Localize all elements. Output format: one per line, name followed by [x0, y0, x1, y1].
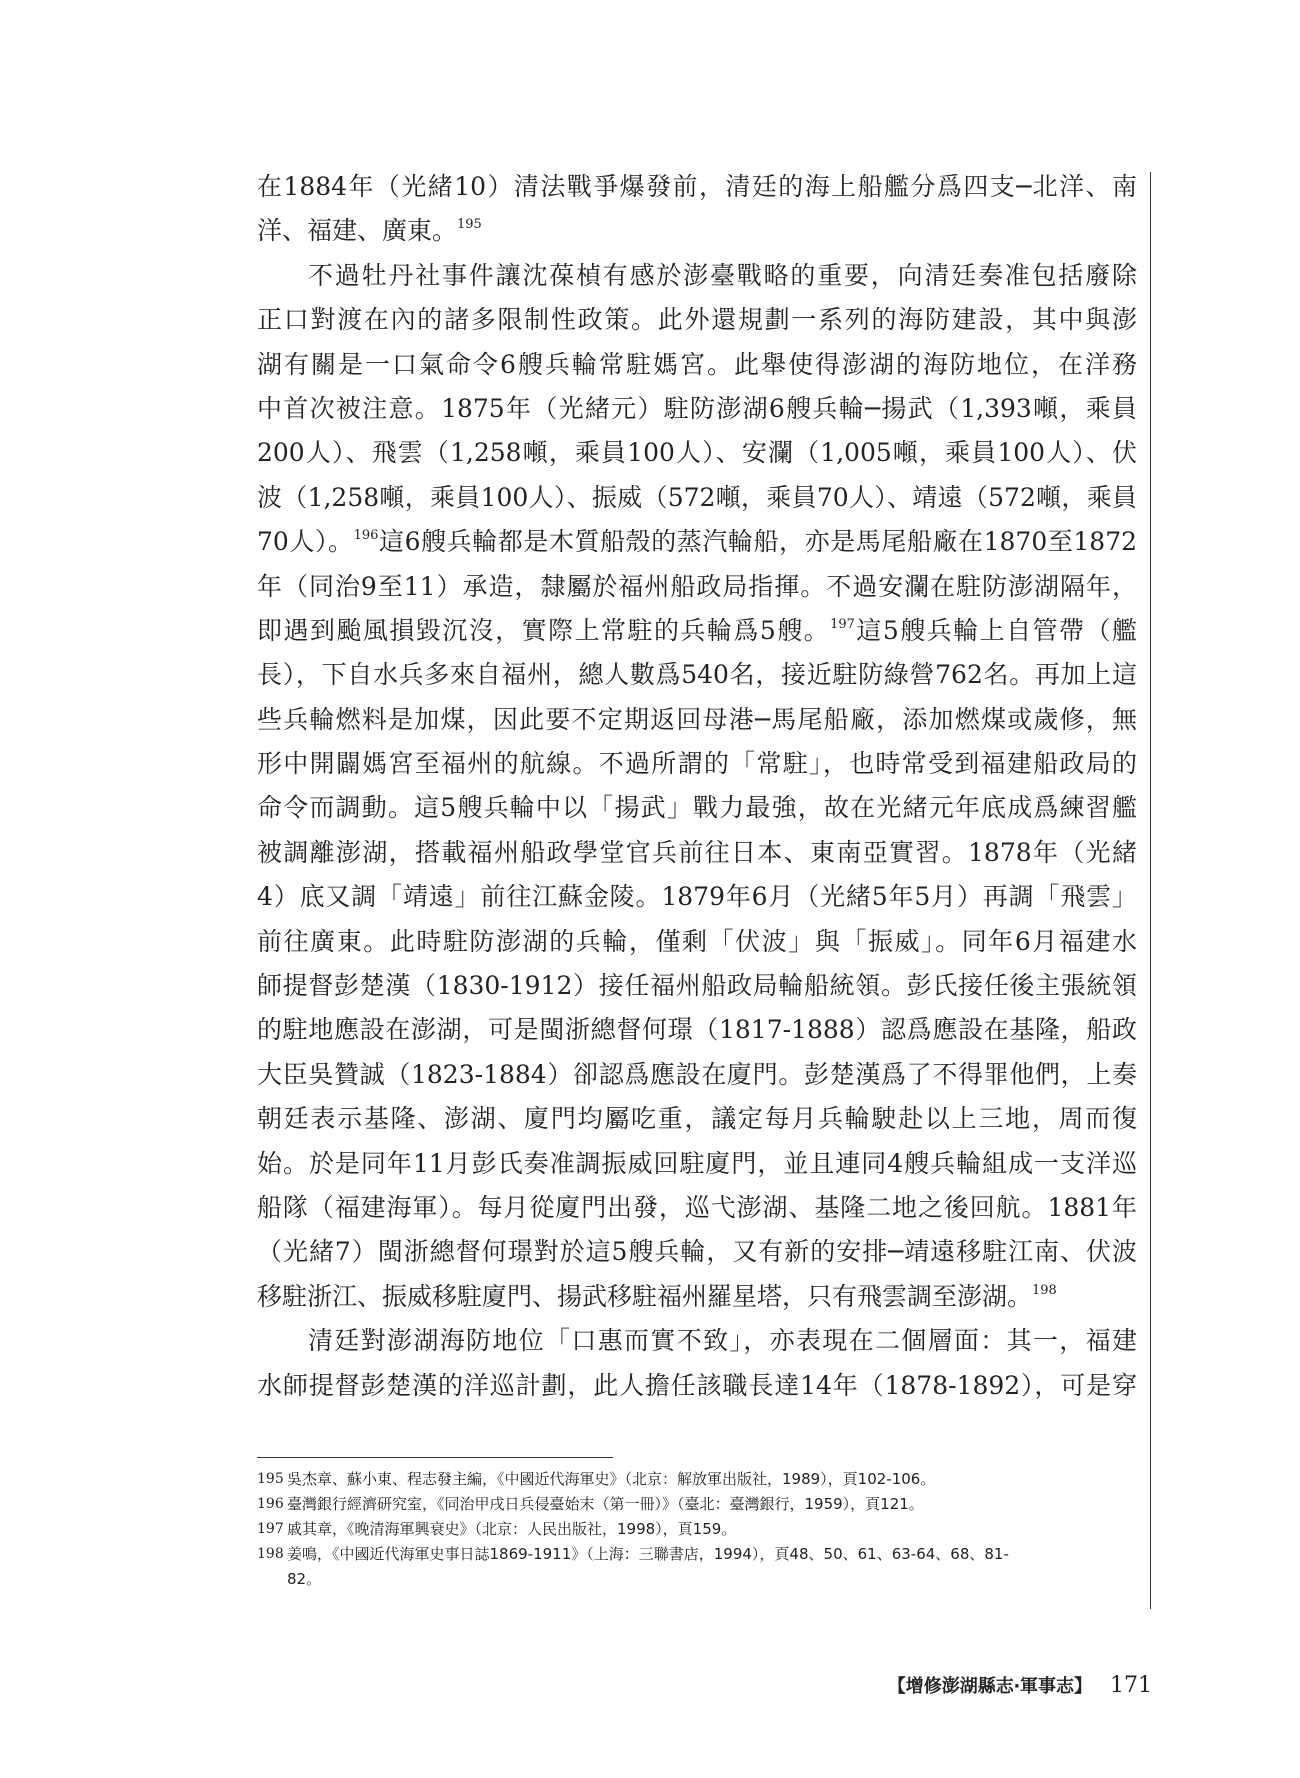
running-footer: [888, 1672, 1152, 1698]
line-text: 200人）、飛雲（1,258噸，乘員100人）、安瀾（1,005噸，乘員100人）、伏: [257, 438, 1137, 468]
text-line: [257, 1186, 1137, 1230]
footnote-number: 198: [257, 1546, 284, 1562]
text-line: [257, 298, 1137, 342]
footnotes: [257, 1467, 1137, 1592]
line-text: 70人）。: [257, 527, 354, 557]
text-line: [257, 476, 1137, 520]
line-text: 中首次被注意。1875年（光緒元）駐防澎湖6艘兵輪─揚武（1,393噸，乘員: [257, 393, 1137, 423]
line-text: 前往廣東。此時駐防澎湖的兵輪，僅剩「伏波」與「振威」。同年6月福建水: [257, 926, 1137, 956]
line-text: 移駐浙江、振威移駐廈門、揚武移駐福州羅星塔，只有飛雲調至澎湖。: [257, 1281, 1033, 1311]
text-line: [257, 1364, 1137, 1408]
footnote-text: 吳杰章、蘇小東、程志發主編，《中國近代海軍史》（北京：解放軍出版社，1989），頁102-106。: [287, 1470, 936, 1488]
line-text: 師提督彭楚漢（1830-1912）接任福州船政局輪船統領。彭氏接任後主張統領: [257, 971, 1137, 1001]
footnote: [257, 1492, 1137, 1517]
footnote-number: 196: [257, 1496, 284, 1512]
text-line: [257, 387, 1137, 431]
line-text: 即遇到颱風損毀沉沒，實際上常駐的兵輪爲5艘。: [257, 615, 831, 645]
footnote-text: 姜鳴，《中國近代海軍史事日誌1869-1911》（上海：三聯書店，1994），頁48、50、61、63-64、68、81-: [287, 1545, 1009, 1563]
text-line: [257, 165, 1137, 209]
line-text: 清廷對澎湖海防地位「口惠而實不致」，亦表現在二個層面：其一，福建: [308, 1326, 1137, 1356]
line-text: 波（1,258噸，乘員100人）、振威（572噸，乘員70人）、靖遠（572噸，乘員: [257, 482, 1137, 512]
line-text: （光緒7）閩浙總督何璟對於這5艘兵輪，又有新的安排─靖遠移駐江南、伏波: [257, 1237, 1137, 1267]
footnote-text: 戚其章，《晚清海軍興衰史》（北京：人民出版社，1998），頁159。: [287, 1520, 737, 1538]
line-text: 4）底又調「靖遠」前往江蘇金陵。1879年6月（光緒5年5月）再調「飛雲」: [257, 882, 1137, 912]
text-line: [257, 786, 1137, 830]
footnote-ref: 198: [1032, 1282, 1057, 1298]
line-text-after-ref: 這5艘兵輪上自管帶（艦: [854, 615, 1137, 645]
line-text: 在1884年（光緒10）清法戰爭爆發前，清廷的海上船艦分爲四支─北洋、南: [257, 172, 1137, 201]
text-line: [257, 1142, 1137, 1186]
text-line: [257, 964, 1137, 1008]
text-line: [257, 1319, 1137, 1363]
text-line: [257, 1053, 1137, 1097]
text-line: [257, 1275, 1137, 1319]
text-line: [257, 698, 1137, 742]
footnote: [257, 1542, 1137, 1592]
text-line: [257, 520, 1137, 564]
line-text: 大臣吳贊誠（1823-1884）卻認爲應設在廈門。彭楚漢爲了不得罪他們，上奏: [257, 1059, 1137, 1089]
text-line: [257, 1097, 1137, 1141]
text-line: [257, 742, 1137, 786]
text-line: [257, 653, 1137, 697]
footnote-number: 197: [257, 1521, 284, 1537]
line-text: 些兵輪燃料是加煤，因此要不定期返回母港─馬尾船廠，添加燃煤或歲修，無: [257, 704, 1137, 734]
text-line: [257, 254, 1137, 298]
line-text: 的駐地應設在澎湖，可是閩浙總督何璟（1817-1888）認爲應設在基隆，船政: [257, 1015, 1137, 1045]
footnote-ref: 197: [830, 616, 855, 632]
line-text: 朝廷表示基隆、澎湖、廈門均屬吃重，議定每月兵輪駛赴以上三地，周而復: [257, 1104, 1137, 1134]
footnote-ref: 195: [457, 217, 482, 233]
line-text: 水師提督彭楚漢的洋巡計劃，此人擔任該職長達14年（1878-1892），可是穿: [257, 1370, 1137, 1400]
line-text: 長），下自水兵多來自福州，總人數爲540名，接近駐防綠營762名。再加上這: [257, 660, 1137, 690]
footnote: [257, 1517, 1137, 1542]
footnote-text: 臺灣銀行經濟研究室，《同治甲戌日兵侵臺始末（第一冊）》（臺北：臺灣銀行，1959），頁121。: [287, 1495, 924, 1513]
footnote-continuation: 82。: [287, 1570, 322, 1588]
text-line: [257, 565, 1137, 609]
text-line: [257, 831, 1137, 875]
line-text-after-ref: 這6艘兵輪都是木質船殼的蒸汽輪船，亦是馬尾船廠在1870至1872: [378, 527, 1138, 557]
text-line: [257, 1008, 1137, 1052]
line-text: 命令而調動。這5艘兵輪中以「揚武」戰力最強，故在光緒元年底成爲練習艦: [257, 793, 1137, 823]
line-text: 不過牡丹社事件讓沈葆楨有感於澎臺戰略的重要，向清廷奏准包括廢除: [308, 260, 1137, 290]
footnote-number: 195: [257, 1471, 284, 1487]
text-line: [257, 209, 1137, 253]
line-text: 湖有關是一口氣命令6艘兵輪常駐媽宮。此舉使得澎湖的海防地位，在洋務: [257, 349, 1137, 379]
line-text: 被調離澎湖，搭載福州船政學堂官兵前往日本、東南亞實習。1878年（光緒: [257, 837, 1137, 867]
body-text: [257, 165, 1137, 1408]
line-text: 船隊（福建海軍）。每月從廈門出發，巡弋澎湖、基隆二地之後回航。1881年: [257, 1192, 1137, 1222]
line-text: 洋、福建、廣東。: [257, 216, 458, 246]
line-text: 正口對渡在內的諸多限制性政策。此外還規劃一系列的海防建設，其中與澎: [257, 305, 1137, 335]
book-title: 【增修澎湖縣志‧軍事志】: [887, 1676, 1092, 1697]
text-line: [257, 431, 1137, 475]
margin-rule: [1150, 172, 1151, 1609]
footnote-ref: 196: [353, 528, 379, 544]
footnote: [257, 1467, 1137, 1492]
line-text: 年（同治9至11）承造，隸屬於福州船政局指揮。不過安瀾在駐防澎湖隔年，: [257, 571, 1137, 601]
text-line: [257, 1230, 1137, 1274]
text-line: [257, 343, 1137, 387]
line-text: 始。於是同年11月彭氏奏准調振威回駐廈門，並且連同4艘兵輪組成一支洋巡: [257, 1148, 1137, 1178]
text-line: [257, 609, 1137, 653]
text-line: [257, 875, 1137, 919]
footnote-separator: [257, 1457, 613, 1458]
text-line: [257, 920, 1137, 964]
line-text: 形中開闢媽宮至福州的航線。不過所謂的「常駐」，也時常受到福建船政局的: [257, 749, 1137, 779]
page-number: 171: [1110, 1673, 1152, 1698]
